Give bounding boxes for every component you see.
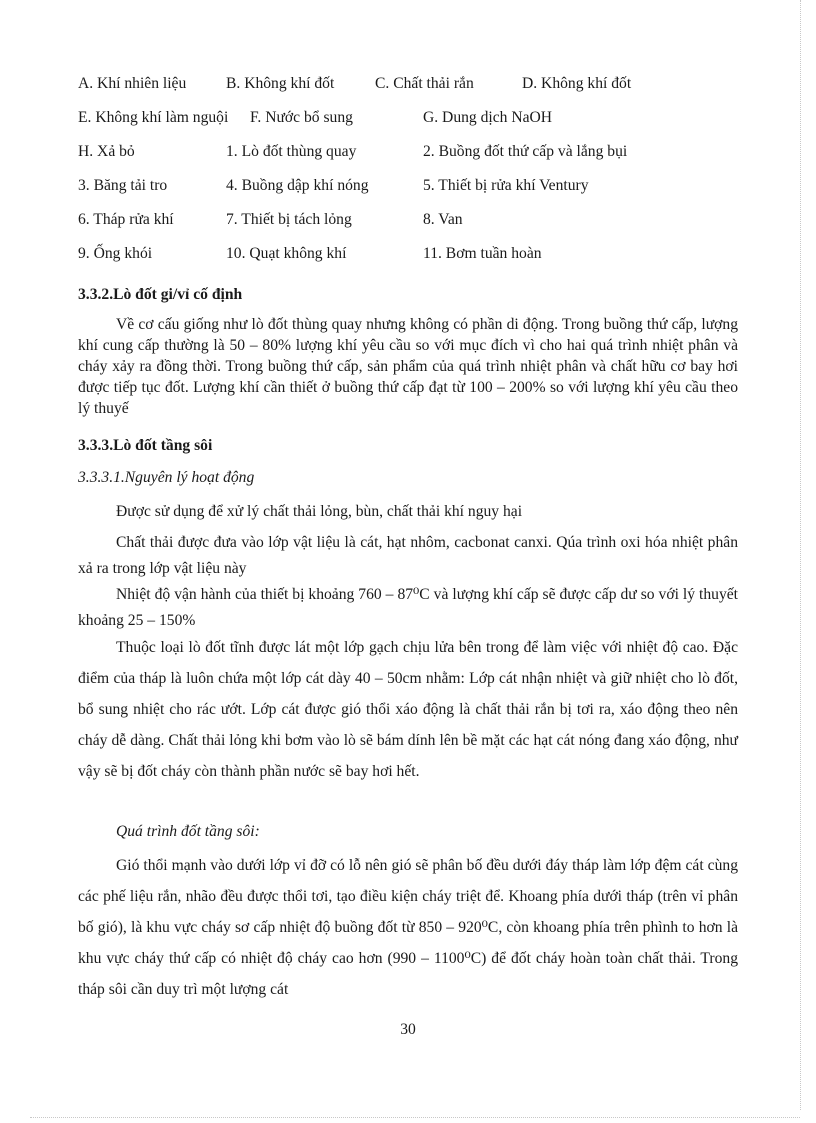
legend-item: 10. Quạt không khí [226, 245, 347, 262]
legend-item: E. Không khí làm nguội [78, 109, 229, 126]
paragraph-fixed-grate: Về cơ cấu giống như lò đốt thùng quay nhưng không có phần di động. Trong buồng thứ cấp, lượng khí cung cấp thường là 50 – 80% lượng khí yêu cầu so với mục đích vì cho hai quá trình nhiệt phân và cháy xảy ra đồng thời. Trong buồng thứ cấp, sản phẩm của quá trình nhiệt phân và chất hữu cơ bay hơi được tiếp tục đốt. Lượng khí cần thiết ở buồng thứ cấp đạt từ 100 – 200% so với lượng khí yêu cầu theo lý thuyế [78, 316, 738, 417]
section-heading-3-3-3: 3.3.3.Lò đốt tầng sôi [78, 437, 213, 454]
legend-item: B. Không khí đốt [226, 75, 335, 92]
legend-item: D. Không khí đốt [522, 75, 632, 92]
paragraph-material-bed: Chất thải được đưa vào lớp vật liệu là cát, hạt nhôm, cacbonat canxi. Qúa trình oxi hóa nhiệt phân xả ra trong lớp vật liệu này [78, 534, 738, 577]
legend-item: 11. Bơm tuần hoàn [423, 245, 542, 262]
legend-item: F. Nước bổ sung [250, 109, 353, 126]
legend-item: 3. Băng tải tro [78, 177, 168, 194]
page-number: 30 [400, 1021, 416, 1038]
page-border-right [800, 0, 801, 1110]
figure-legend [78, 72, 758, 276]
paragraph-temperature: Nhiệt độ vận hành của thiết bị khoảng 760 – 87⁰C và lượng khí cấp sẽ được cấp dư so với lý thuyết khoảng 25 – 150% [78, 586, 738, 629]
legend-item: G. Dung dịch NaOH [423, 109, 553, 126]
legend-item: 2. Buồng đốt thứ cấp và lắng bụi [423, 143, 628, 160]
paragraph-furnace-structure: Thuộc loại lò đốt tĩnh được lát một lớp gạch chịu lửa bên trong để làm việc với nhiệt độ cao. Đặc điểm của tháp là luôn chứa một lớp cát dày 40 – 50cm nhằm: Lớp cát nhận nhiệt và giữ nhiệt cho lò đốt, bổ sung nhiệt cho rác ướt. Lớp cát được gió thổi xáo động là chất thải rắn bị tơi ra, xáo động theo nên cháy dễ dàng. Chất thải lỏng khi bơm vào lò sẽ bám dính lên bề mặt các hạt cát nóng đang xáo động, như vậy sẽ bị đốt cháy còn thành phần nước sẽ bay hơi hết. [78, 639, 738, 780]
process-heading: Quá trình đốt tầng sôi: [116, 823, 260, 840]
subsection-heading-3-3-3-1: 3.3.3.1.Nguyên lý hoạt động [78, 469, 255, 486]
legend-item: 4. Buồng dập khí nóng [226, 177, 369, 194]
page-border-bottom [30, 1117, 800, 1118]
legend-item: 9. Ống khói [78, 245, 153, 262]
legend-row [78, 242, 758, 276]
legend-row [78, 140, 758, 174]
section-heading-3-3-2: 3.3.2.Lò đốt gi/vỉ cố định [78, 286, 243, 303]
legend-row [78, 72, 758, 106]
legend-row [78, 174, 758, 208]
legend-item: 5. Thiết bị rửa khí Ventury [423, 177, 589, 194]
legend-item: A. Khí nhiên liệu [78, 75, 187, 92]
legend-item: 8. Van [423, 211, 463, 228]
paragraph-combustion-process: Gió thổi mạnh vào dưới lớp vỉ đỡ có lỗ nên gió sẽ phân bố đều dưới đáy tháp làm lớp đệm cát cùng các phế liệu rắn, nhão đều được thổi tơi, tạo điều kiện cháy triệt để. Khoang phía dưới tháp (trên vỉ phân bố gió), là khu vực cháy sơ cấp nhiệt độ buồng đốt từ 850 – 920⁰C, còn khoang phía trên phình to hơn là khu vực cháy thứ cấp có nhiệt độ cháy cao hơn (990 – 1100⁰C) để đốt cháy hoàn toàn chất thải. Trong tháp sôi cần duy trì một lượng cát [78, 857, 738, 998]
legend-row [78, 106, 758, 140]
legend-item: 6. Tháp rửa khí [78, 211, 174, 228]
legend-item: H. Xả bỏ [78, 143, 135, 160]
legend-item: 7. Thiết bị tách lỏng [226, 211, 352, 228]
legend-item: C. Chất thải rắn [375, 75, 474, 92]
legend-row [78, 208, 758, 242]
paragraph-usage: Được sử dụng để xử lý chất thải lỏng, bùn, chất thải khí nguy hại [116, 503, 523, 520]
legend-item: 1. Lò đốt thùng quay [226, 143, 357, 160]
